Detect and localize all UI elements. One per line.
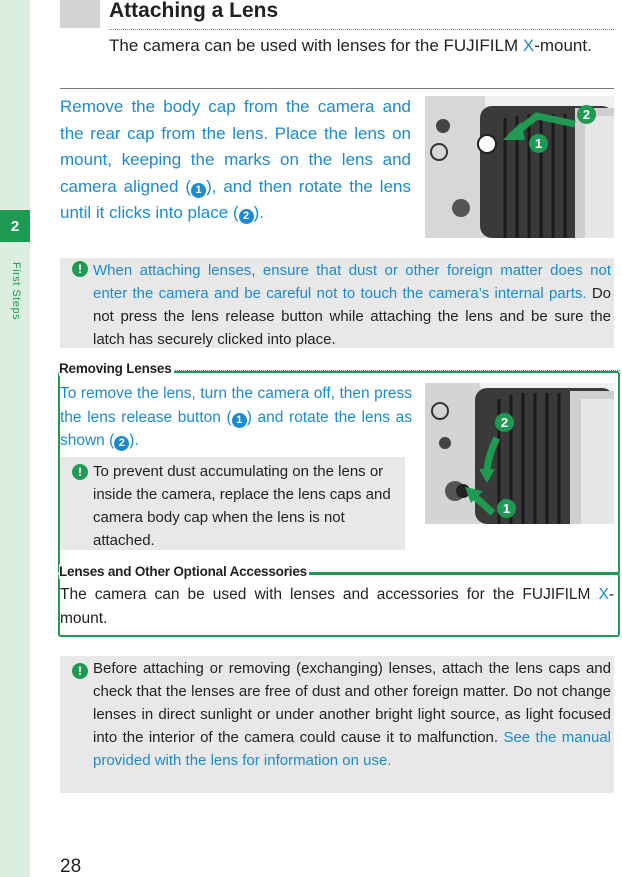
caution-text-plain: Before attaching or removing (exchanging) lenses, attach the lens caps and check that the lenses are free of dust and other foreign matter. Do not change lenses in direct sunlight or under another bright light source, as light focused into the interior of the camera could cause it to malfunction. xyxy=(93,660,611,746)
intro-paragraph xyxy=(109,33,614,58)
photo-marker-1-icon: 1 xyxy=(529,134,548,153)
caution-note-exchange xyxy=(60,656,614,793)
section-divider xyxy=(310,573,620,574)
removing-lenses-heading: Removing Lenses xyxy=(59,361,172,376)
remove-instructions xyxy=(60,382,412,453)
caution-note-remove xyxy=(60,457,405,550)
marker-2-icon: 2 xyxy=(239,209,254,224)
intro-separator xyxy=(60,88,614,89)
attach-lens-illustration xyxy=(425,96,614,238)
caution-icon: ! xyxy=(72,464,88,480)
caution-text: To prevent dust accumulating on the lens or inside the camera, replace the lens caps and camera body cap when the lens is not attached. xyxy=(93,463,391,549)
mount-link[interactable]: X xyxy=(598,586,609,603)
mount-link[interactable]: X xyxy=(522,36,535,55)
accessories-text-start: The camera can be used with lenses and accessories for the FUJIFILM xyxy=(60,586,599,603)
caution-text-blue: When attaching lenses, ensure that dust or other foreign matter does not enter the camera and be careful not to touch the camera’s internal parts. xyxy=(93,262,611,302)
marker-1-icon: 1 xyxy=(191,183,206,198)
camera-lens-icon xyxy=(425,383,614,524)
remove-text-3: ). xyxy=(129,432,139,449)
photo-marker-2-icon: 2 xyxy=(495,413,514,432)
lens-manual-link[interactable]: See the manual provided with the lens for information on use. xyxy=(93,729,611,769)
attach-text-1: Remove the body cap from the camera and the rear cap from the lens. Place the lens on mount, keeping the marks on the lens and camera aligned ( xyxy=(60,97,411,196)
remove-lens-illustration xyxy=(425,383,614,524)
photo-marker-2-icon: 2 xyxy=(577,105,596,124)
caution-text xyxy=(93,259,611,351)
attach-text-3: ). xyxy=(253,203,264,222)
attach-text-2: ), and then rotate the lens until it clicks into place ( xyxy=(60,176,411,222)
chapter-number-tab[interactable]: 2 xyxy=(0,210,30,242)
page-title: Attaching a Lens xyxy=(109,0,279,22)
caution-icon: ! xyxy=(72,261,88,277)
chapter-strip xyxy=(0,0,30,877)
remove-marker-2-icon: 2 xyxy=(114,436,129,451)
remove-text-1: To remove the lens, turn the camera off, then press the lens release button ( xyxy=(60,385,412,426)
accessories-text-end: -mount. xyxy=(60,586,614,627)
chapter-label: First Steps xyxy=(10,262,22,321)
caution-note-attach xyxy=(60,258,614,348)
caution-text-plain: Do not press the lens release button while attaching the lens and be sure the latch has securely clicked into place. xyxy=(93,285,612,348)
remove-marker-1-icon: 1 xyxy=(232,413,247,428)
page-number: 28 xyxy=(60,856,82,877)
caution-icon: ! xyxy=(72,663,88,679)
accessories-text xyxy=(60,583,614,630)
intro-text: The camera can be used with lenses for the FUJIFILM xyxy=(109,36,523,55)
intro-text-end: -mount. xyxy=(534,36,592,55)
heading-marker xyxy=(60,0,100,28)
title-divider xyxy=(109,29,614,30)
accessories-heading: Lenses and Other Optional Accessories xyxy=(59,564,307,579)
photo-marker-1-icon: 1 xyxy=(497,499,516,518)
remove-text-2: ) and rotate the lens as shown ( xyxy=(60,408,412,449)
attach-instructions xyxy=(60,94,411,227)
section-divider xyxy=(175,370,620,371)
caution-text xyxy=(93,657,611,772)
